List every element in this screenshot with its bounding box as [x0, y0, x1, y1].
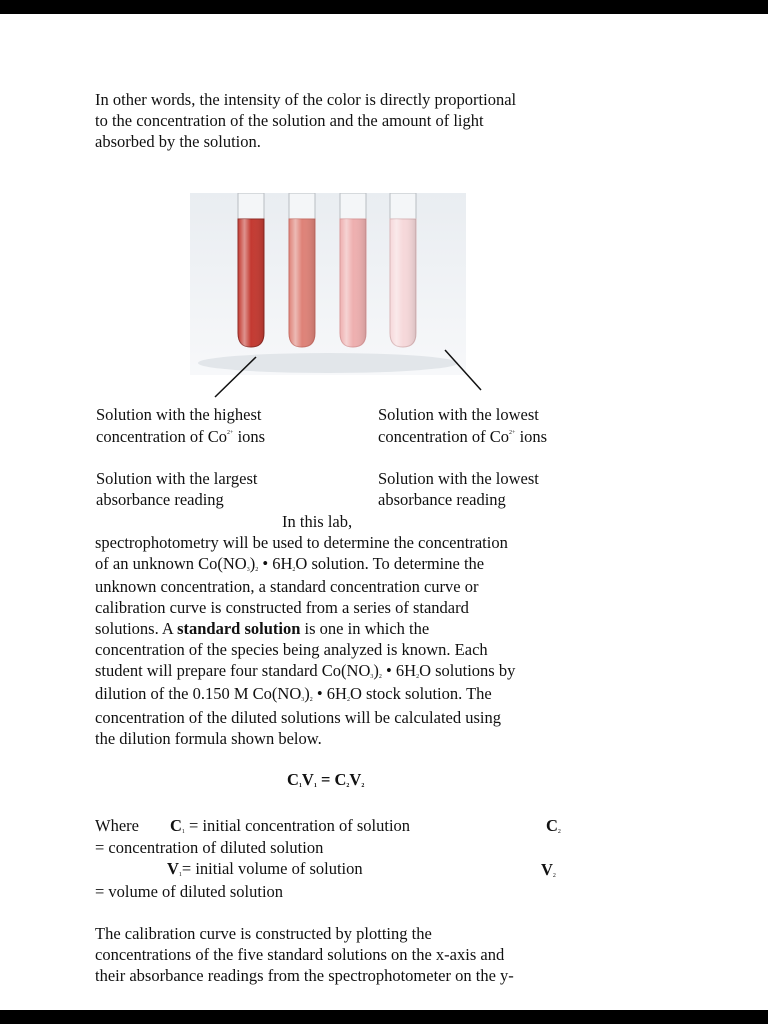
test-tubes-photo	[190, 193, 466, 375]
label-lowest-1: Solution with the lowest	[378, 405, 539, 424]
label-lowest-2: concentration of $Co^{2+}$ ions	[378, 427, 548, 446]
body-line-8: student will prepare four standard $Co(NO_3)_2$ • $6H_2O$ solutions by	[95, 661, 516, 680]
closing-line-1: The calibration curve is constructed by plotting the	[95, 924, 432, 943]
body-line-9: dilution of the 0.150 M $Co(NO_3)_2$ • $6H_2O$ stock solution. The	[95, 684, 492, 703]
bottom-bar	[0, 1010, 768, 1024]
where-v1: $V_1=$ initial volume of solution	[167, 859, 363, 878]
where-v2-symbol: $V_2$	[541, 860, 556, 879]
label-largest-abs-1: Solution with the largest	[96, 469, 258, 488]
closing-line-3: their absorbance readings from the spectrophotometer on the y-	[95, 966, 514, 985]
intro-line-3: absorbed by the solution.	[95, 132, 261, 151]
where-v2-text: = volume of diluted solution	[95, 882, 284, 901]
where-label: Where	[95, 816, 139, 835]
label-lowest-abs-2: absorbance reading	[378, 490, 506, 509]
body-line-11: the dilution formula shown below.	[95, 729, 322, 748]
where-c2-symbol: $C_2$	[546, 816, 561, 835]
tube-4	[390, 193, 416, 347]
body-line-10: concentration of the diluted solutions will be calculated using	[95, 708, 501, 727]
body-line-7: concentration of the species being analyzed is known. Each	[95, 640, 488, 659]
where-c1: $C_1$ = initial concentration of solution	[170, 816, 411, 835]
tube-1	[238, 193, 264, 347]
body-line-1: In this lab,	[282, 512, 353, 531]
label-largest-abs-2: absorbance reading	[96, 490, 224, 509]
body-line-2: spectrophotometry will be used to determine the concentration	[95, 533, 508, 552]
label-highest-2: concentration of $Co^{2+}$ ions	[96, 427, 266, 446]
dilution-formula: $C_1V_1 = C_2V_2$	[287, 770, 365, 789]
body-line-4: unknown concentration, a standard concentration curve or	[95, 577, 479, 596]
body-line-3: of an unknown $Co(NO_3)_2$ • $6H_2O$ solution. To determine the	[95, 554, 485, 573]
label-lowest-abs-1: Solution with the lowest	[378, 469, 539, 488]
body-line-5: calibration curve is constructed from a series of standard	[95, 598, 469, 617]
top-bar	[0, 0, 768, 14]
tube-3	[340, 193, 366, 347]
where-c2-text: = concentration of diluted solution	[95, 838, 324, 857]
intro-line-1: In other words, the intensity of the color is directly proportional	[95, 90, 517, 109]
body-line-6: solutions. A standard solution is one in which the	[95, 619, 430, 638]
tube-2	[289, 193, 315, 347]
intro-line-2: to the concentration of the solution and the amount of light	[95, 111, 484, 130]
closing-line-2: concentrations of the five standard solutions on the x-axis and	[95, 945, 505, 964]
label-highest-1: Solution with the highest	[96, 405, 262, 424]
